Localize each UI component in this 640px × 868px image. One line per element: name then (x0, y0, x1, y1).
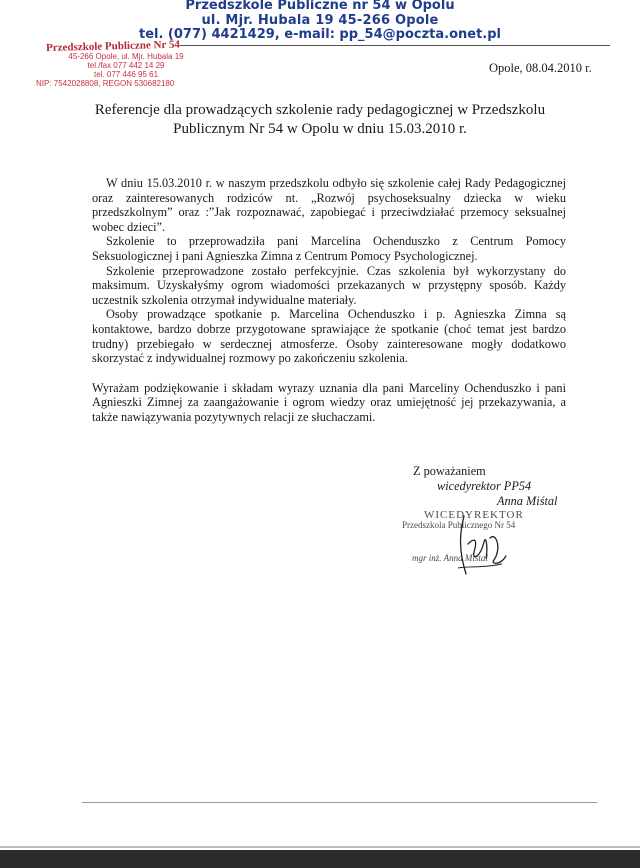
stamp-line: Przedszkole Publiczne Nr 54 (45, 38, 181, 55)
closing-greeting: Z poważaniem (413, 464, 486, 478)
letter-body (92, 176, 566, 425)
body-paragraph: Wyrażam podziękowanie i składam wyrazy uznania dla pani Marceliny Ochenduszko i pani Agnieszki Zimnej za zaangażowanie i ogrom wiedzy oraz umiejętność jej przekazywania, a także nawiązywania pozytywnych relacji ze słuchaczami. (92, 380, 566, 424)
scan-edge (0, 846, 640, 848)
body-paragraph: Szkolenie przeprowadzone zostało perfekcyjnie. Czas szkolenia był wykorzystany do maksimum. Uzyskałyśmy ogrom wiadomości przekazanych w przystępny sposób. Każdy uczestnik szkolenia otrzymał indywidualne materiały. (92, 263, 566, 307)
letterhead-address: ul. Mjr. Hubala 19 45-266 Opole (201, 13, 439, 28)
letter-date: Opole, 08.04.2010 r. (489, 61, 592, 75)
title-line: Referencje dla prowadzących szkolenie rady pedagogicznej w Przedszkolu (94, 102, 546, 118)
closing-role: wicedyrektor PP54 (437, 479, 532, 493)
institution-stamp (36, 40, 216, 89)
title-line: Publicznym Nr 54 w Opolu w dniu 15.03.2010 r. (173, 121, 467, 137)
signature-stamp-line: mgr inż. Anna Miśtal (412, 553, 488, 563)
handwritten-signature (444, 508, 514, 580)
body-paragraph: Osoby prowadzące spotkanie p. Marcelina Ochenduszko i p. Agnieszka Zimna są kontaktowe, bardzo dobrze przygotowane sprawiające że spotkanie (choć temat jest bardzo trudny) przebiegało w serdecznej atmosferze. Osoby zainteresowane mogły dodatkowo skorzystać z indywidualnej rozmowy po zakończeniu szkolenia. (92, 307, 566, 366)
body-paragraph: Szkolenie to przeprowadziła pani Marcelina Ochenduszko z Centrum Pomocy Seksuologicznej i pani Agnieszka Zimna z Centrum Pomocy Psychologicznej. (92, 234, 566, 263)
letterhead-divider (180, 45, 610, 46)
footer-divider (82, 802, 597, 803)
signature-stamp-line: WICEDYREKTOR (424, 509, 524, 521)
letter-title (40, 101, 600, 139)
closing-block (413, 464, 557, 509)
scan-border (0, 850, 640, 868)
stamp-line: tel. 077 446 95 61 (93, 70, 159, 79)
letterhead-contact: tel. (077) 4421429, e-mail: pp_54@poczta.onet.pl (138, 27, 501, 42)
body-paragraph: W dniu 15.03.2010 r. w naszym przedszkolu odbyło się szkolenie całej Rady Pedagogicznej oraz zainteresowanych rodziców nt. „Rozwój psychoseksualny dziecka w wieku przedszkolnym” oraz :”Jak rozpoznawać, zapobiegać i przeciwdziałać przemocy seksualnej wobec dzieci”. (92, 176, 566, 234)
letterhead-name: Przedszkole Publiczne nr 54 w Opolu (185, 0, 455, 13)
closing-name: Anna Miśtal (497, 494, 558, 508)
stamp-line: 45-266 Opole, ul. Mjr. Hubala 19 (68, 52, 184, 61)
stamp-line: NIP: 7542028808, REGON 530682180 (36, 79, 175, 88)
stamp-line: tel./fax 077 442 14 29 (87, 61, 165, 70)
signature-stamp-line: Przedszkola Publicznego Nr 54 (402, 520, 516, 530)
